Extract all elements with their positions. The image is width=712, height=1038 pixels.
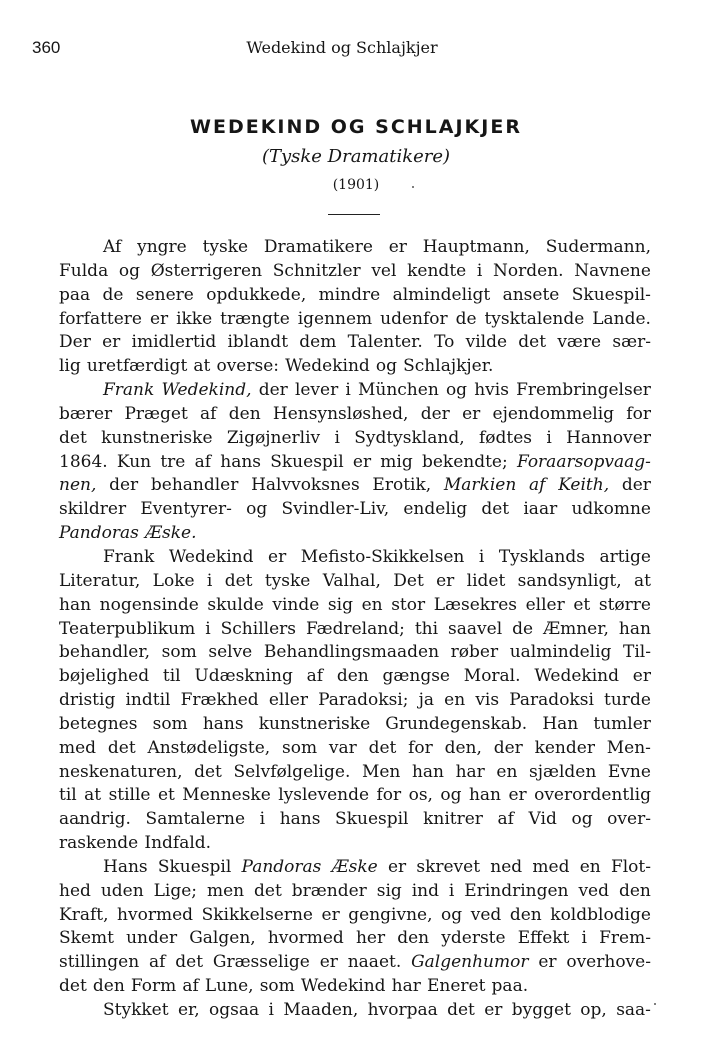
chapter-year: (1901): [332, 177, 380, 193]
text-line: Teaterpublikum i Schillers Fædreland; thi saavel de Æmner, han: [59, 618, 651, 639]
text-line: stillingen af det Græsselige er naaet. Galgenhumor er overhove-: [59, 952, 651, 973]
text-line: Literatur, Loke i det tyske Valhal, Det er lidet sandsynligt, at: [59, 570, 651, 591]
text-line: han nogensinde skulde vinde sig en stor Læsekres eller et større: [59, 594, 651, 615]
text-line: aandrig. Samtalerne i hans Skuespil knitrer af Vid og over-: [59, 809, 651, 830]
running-head: [32, 38, 652, 58]
text-line: dristig indtil Frækhed eller Paradoksi; ja en vis Paradoksi turde: [59, 690, 651, 711]
text-line: Frank Wedekind er Mefisto-Skikkelsen i Tysklands artige: [103, 546, 651, 567]
text-line: Fulda og Østerrigeren Schnitzler vel kendte i Norden. Navnene: [59, 260, 651, 281]
text-line: forfattere er ikke trængte igennem udenfor de tysktalende Lande.: [59, 308, 651, 329]
text-line: skildrer Eventyrer- og Svindler-Liv, endelig det iaar udkomne: [59, 499, 651, 520]
text-line: bærer Præget af den Hensynsløshed, der er ejendommelig for: [59, 403, 651, 424]
body-text: [59, 236, 651, 1023]
text-line: behandler, som selve Behandlingsmaaden røber ualmindelig Til-: [59, 642, 651, 663]
text-line: lig uretfærdigt at overse: Wedekind og Schlajkjer.: [59, 356, 494, 377]
text-line: Kraft, hvormed Skikkelserne er gengivne, og ved den koldblodige: [59, 904, 651, 925]
print-speck: [654, 1003, 656, 1005]
text-line: 1864. Kun tre af hans Skuespil er mig bekendte; Foraarsopvaag-: [59, 451, 651, 472]
text-line: det den Form af Lune, som Wedekind har Eneret paa.: [59, 976, 529, 997]
chapter-subtitle: (Tyske Dramatikere): [261, 146, 451, 167]
text-line: paa de senere opdukkede, mindre almindeligt ansete Skuespil-: [59, 284, 651, 305]
text-line: Skemt under Galgen, hvormed her den yderste Effekt i Frem-: [59, 928, 651, 949]
text-line: det kunstneriske Zigøjnerliv i Sydtyskland, fødtes i Hannover: [59, 427, 651, 448]
text-line: hed uden Lige; men det brænder sig ind i Erindringen ved den: [59, 880, 651, 901]
running-head-title: Wedekind og Schlajkjer: [246, 38, 438, 57]
print-speck: [412, 186, 414, 188]
text-line: Af yngre tyske Dramatikere er Hauptmann, Sudermann,: [103, 237, 651, 257]
chapter-title: WEDEKIND OG SCHLAJKJER: [190, 116, 522, 138]
text-line: bøjelighed til Udæskning af den gængse Moral. Wedekind er: [59, 666, 651, 687]
text-line: til at stille et Menneske lyslevende for os, og han er overordentlig: [59, 785, 651, 806]
text-line: med det Anstødeligste, som var det for den, der kender Men-: [59, 737, 651, 758]
text-line: Frank Wedekind, der lever i München og hvis Frembringelser: [103, 380, 651, 401]
text-line: raskende Indfald.: [59, 833, 212, 854]
text-line: Hans Skuespil Pandoras Æske er skrevet ned med en Flot-: [103, 856, 651, 877]
text-line: Der er imidlertid iblandt dem Talenter. To vilde det være sær-: [59, 332, 651, 353]
text-line: Pandoras Æske.: [59, 523, 197, 544]
title-rule: [328, 214, 380, 215]
page-number: 360: [32, 38, 61, 57]
text-line: betegnes som hans kunstneriske Grundegenskab. Han tumler: [59, 713, 651, 734]
text-line: nen, der behandler Halvvoksnes Erotik, Markien af Keith, der: [59, 475, 651, 496]
text-line: neskenaturen, det Selvfølgelige. Men han har en sjælden Evne: [59, 761, 651, 782]
text-line: Stykket er, ogsaa i Maaden, hvorpaa det er bygget op, saa-: [103, 1000, 651, 1020]
